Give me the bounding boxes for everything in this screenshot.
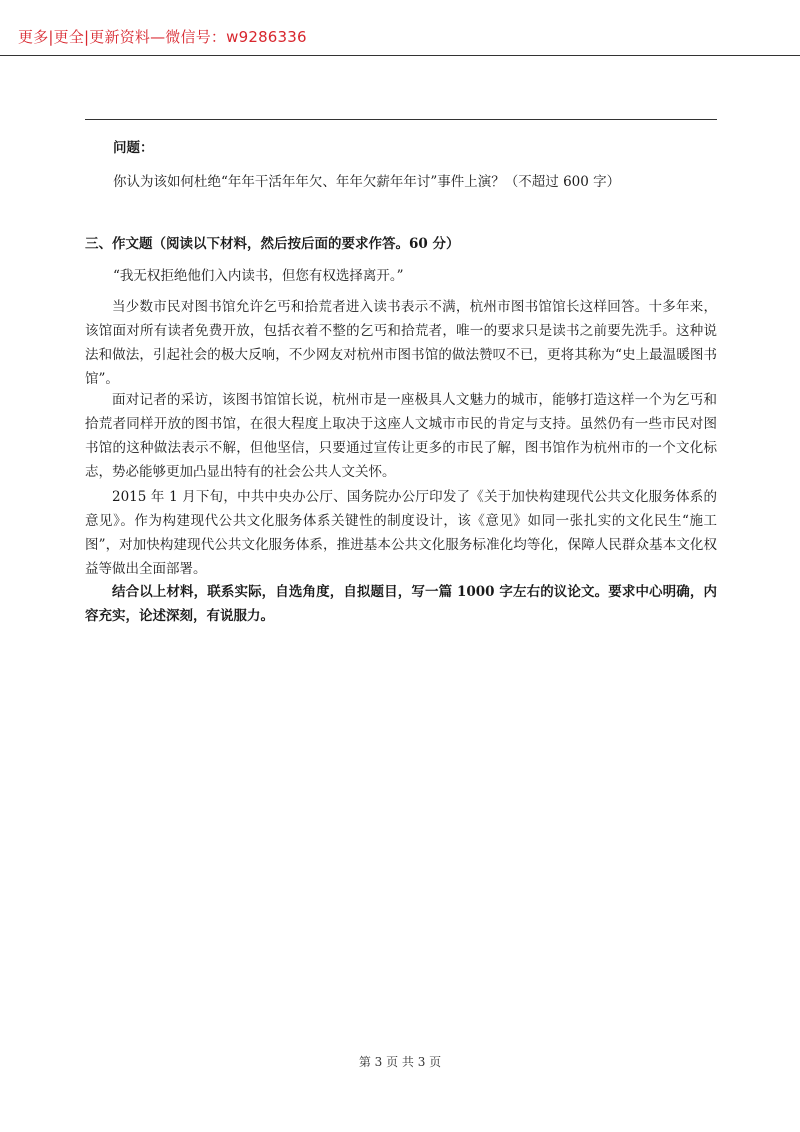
content-divider (85, 119, 717, 120)
question-text: 你认为该如何杜绝“年年干活年年欠、年年欠薪年年讨”事件上演？（不超过 600 字） (113, 174, 621, 190)
header-divider (0, 55, 800, 56)
writing-requirement: 结合以上材料，联系实际，自选角度，自拟题目，写一篇 1000 字左右的议论文。要求中心明确，内容充实，论述深刻，有说服力。 (85, 584, 717, 624)
material-paragraph-1: 当少数市民对图书馆允许乞丐和拾荒者进入读书表示不满，杭州市图书馆馆长这样回答。十多年来，该馆面对所有读者免费开放，包括衣着不整的乞丐和拾荒者，唯一的要求只是读书之前要先洗手。这种说法和做法，引起社会的极大反响，不少网友对杭州市图书馆的做法赞叹不已，更将其称为“史上最温暖图书馆”。 (85, 299, 717, 387)
material-paragraph-2: 面对记者的采访，该图书馆馆长说，杭州市是一座极具人文魅力的城市，能够打造这样一个为乞丐和拾荒者同样开放的图书馆，在很大程度上取决于这座人文城市市民的肯定与支持。虽然仍有一些市民对图书馆的这种做法表示不解，但他坚信，只要通过宣传让更多的市民了解，图书馆作为杭州市的一个文化标志，势必能够更加凸显出特有的社会公共人文关怀。 (85, 392, 717, 480)
section-heading: 三、作文题（阅读以下材料，然后按后面的要求作答。60 分） (85, 236, 460, 252)
material-quote: “我无权拒绝他们入内读书，但您有权选择离开。” (113, 268, 404, 284)
material-paragraph-3: 2015 年 1 月下旬，中共中央办公厅、国务院办公厅印发了《关于加快构建现代公共文化服务体系的意见》。作为构建现代公共文化服务体系关键性的制度设计，该《意见》如同一张扎实的文化民生“施工图”，对加快构建现代公共文化服务体系，推进基本公共文化服务标准化均等化，保障人民群众基本文化权益等做出全面部署。 (85, 489, 717, 577)
watermark-contact: 更多|更全|更新资料—微信号：w9286336 (18, 28, 307, 46)
page-footer: 第 3 页 共 3 页 (358, 1055, 442, 1069)
question-label: 问题： (113, 140, 154, 156)
